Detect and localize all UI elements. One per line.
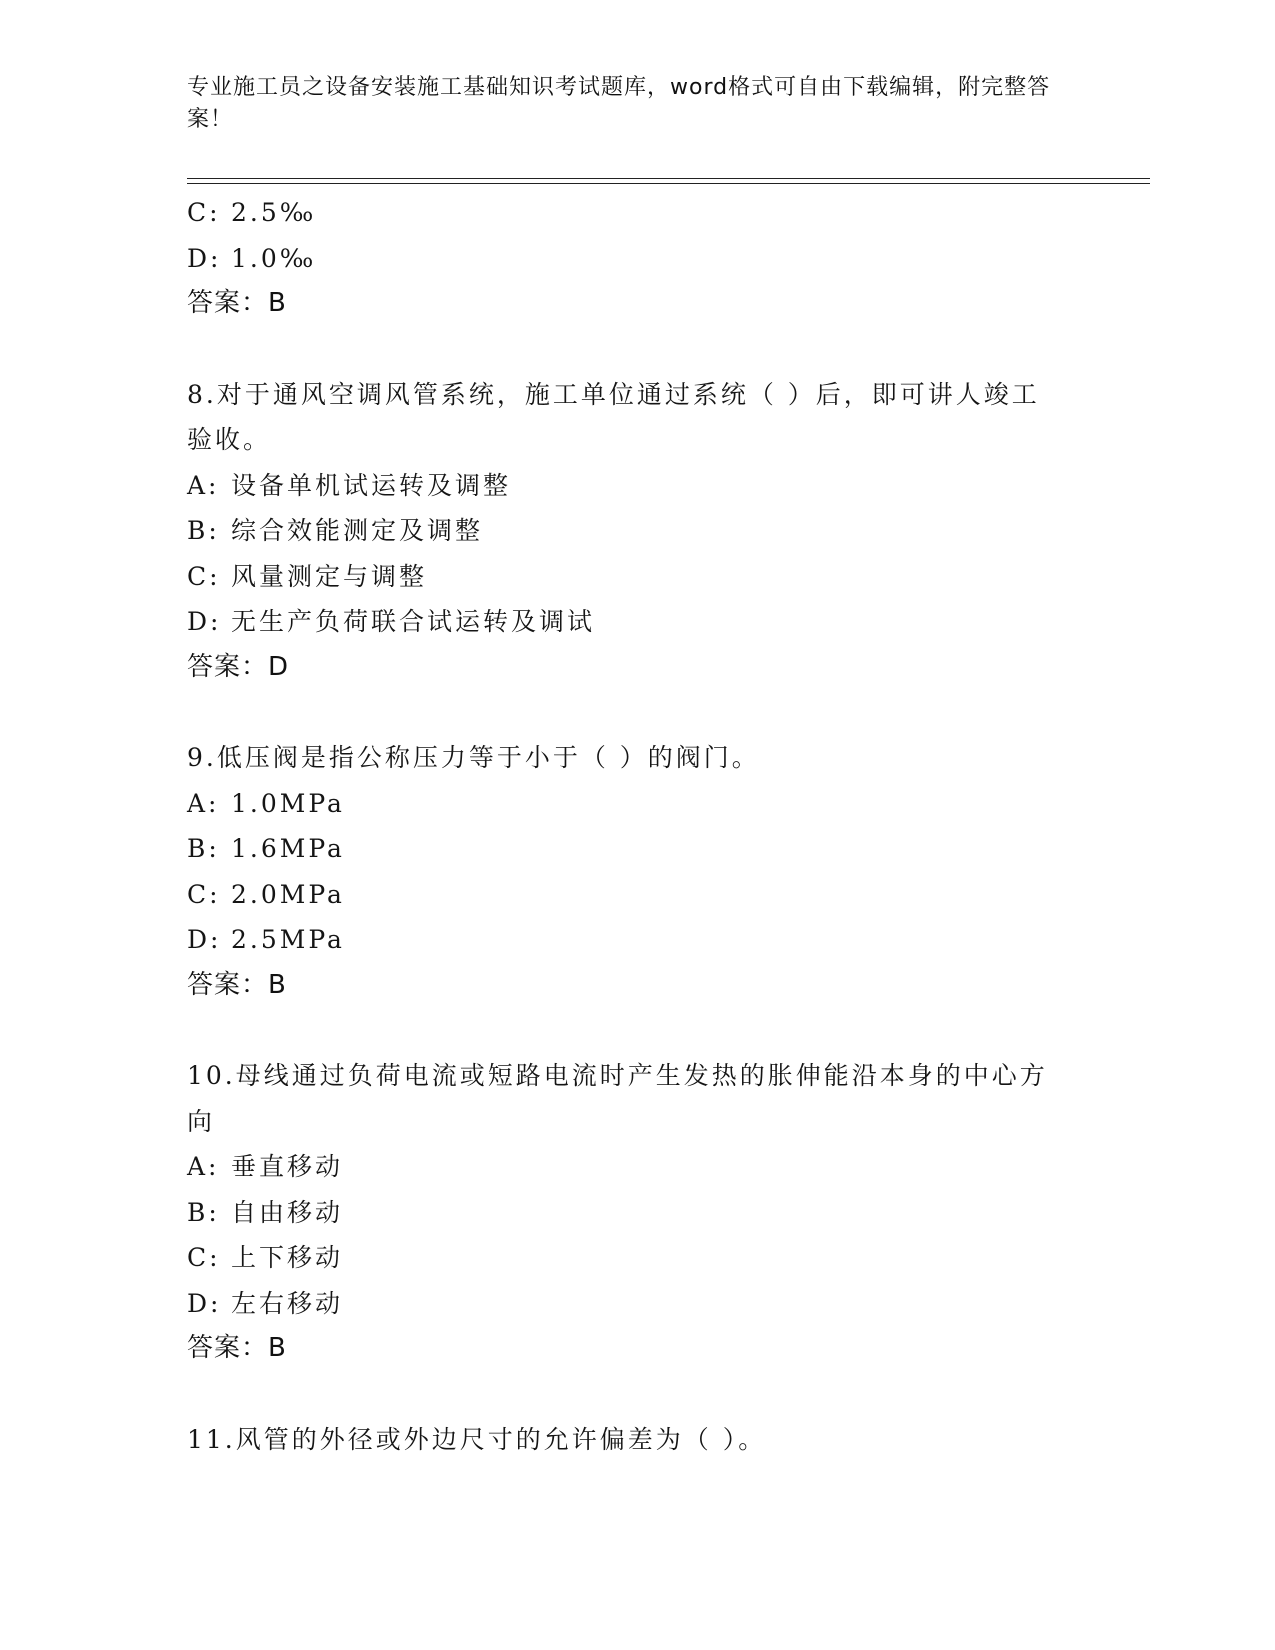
option-text: 2.0MPa [231, 879, 345, 909]
answer-line: 答案：D [187, 651, 290, 682]
option-text: 设备单机试运转及调整 [231, 470, 512, 500]
option-row [187, 1281, 1107, 1327]
document-title: 专业施工员之设备安装施工基础知识考试题库，word格式可自由下载编辑，附完整答案！ [187, 75, 1051, 132]
question-block [187, 735, 1107, 1008]
option-row [187, 554, 1107, 600]
option-label: B: [187, 516, 220, 545]
option-label: C: [187, 198, 221, 227]
question-block [187, 1053, 1107, 1372]
option-text: 垂直移动 [231, 1152, 344, 1181]
option-row [187, 872, 1107, 918]
option-label: C: [187, 879, 221, 909]
question-block [187, 1417, 1107, 1463]
question-stem: 11.风管的外径或外边尺寸的允许偏差为（ ）。 [187, 1424, 767, 1454]
option-text: 1.0MPa [231, 788, 345, 818]
question-stem: 8.对于通风空调风管系统，施工单位通过系统（ ）后，即可讲人竣工验收。 [187, 379, 1040, 454]
option-label: D: [187, 243, 222, 273]
header-divider-bottom [187, 183, 1150, 184]
option-row [187, 236, 1107, 282]
option-label: B: [187, 834, 220, 863]
option-text: 上下移动 [231, 1243, 344, 1272]
prev-question-block [187, 190, 1107, 327]
option-label: B: [187, 1197, 220, 1227]
option-row [187, 1235, 1107, 1281]
option-row [187, 781, 1107, 827]
question-stem: 9.低压阀是指公称压力等于小于（ ）的阀门。 [187, 743, 760, 772]
option-label: D: [187, 1288, 222, 1318]
question-block [187, 372, 1107, 691]
option-text: 2.5MPa [231, 925, 345, 954]
option-text: 自由移动 [231, 1197, 344, 1227]
answer-line: 答案：B [187, 969, 287, 1000]
option-label: C: [187, 1243, 221, 1272]
option-row [187, 190, 1107, 236]
document-body [187, 190, 1107, 1462]
option-label: D: [187, 607, 222, 636]
option-text: 1.6MPa [231, 834, 345, 863]
option-text: 无生产负荷联合试运转及调试 [231, 607, 596, 636]
option-row [187, 463, 1107, 509]
option-row [187, 917, 1107, 963]
option-row [187, 1144, 1107, 1190]
option-label: C: [187, 561, 221, 591]
option-text: 左右移动 [231, 1288, 344, 1318]
option-label: A: [187, 1152, 220, 1181]
option-row [187, 1190, 1107, 1236]
option-row [187, 599, 1107, 645]
document-header [187, 72, 1087, 136]
answer-line: 答案：B [187, 288, 287, 318]
header-divider-top [187, 178, 1150, 179]
option-text: 综合效能测定及调整 [231, 516, 484, 545]
option-label: A: [187, 788, 220, 818]
answer-line: 答案：B [187, 1333, 287, 1363]
option-label: A: [187, 470, 220, 500]
option-text: 1.0‰ [231, 243, 317, 273]
option-row [187, 826, 1107, 872]
option-text: 风量测定与调整 [231, 561, 428, 591]
option-label: D: [187, 925, 222, 954]
question-stem: 10.母线通过负荷电流或短路电流时产生发热的胀伸能沿本身的中心方向 [187, 1061, 1048, 1136]
option-text: 2.5‰ [231, 198, 317, 227]
option-row [187, 508, 1107, 554]
